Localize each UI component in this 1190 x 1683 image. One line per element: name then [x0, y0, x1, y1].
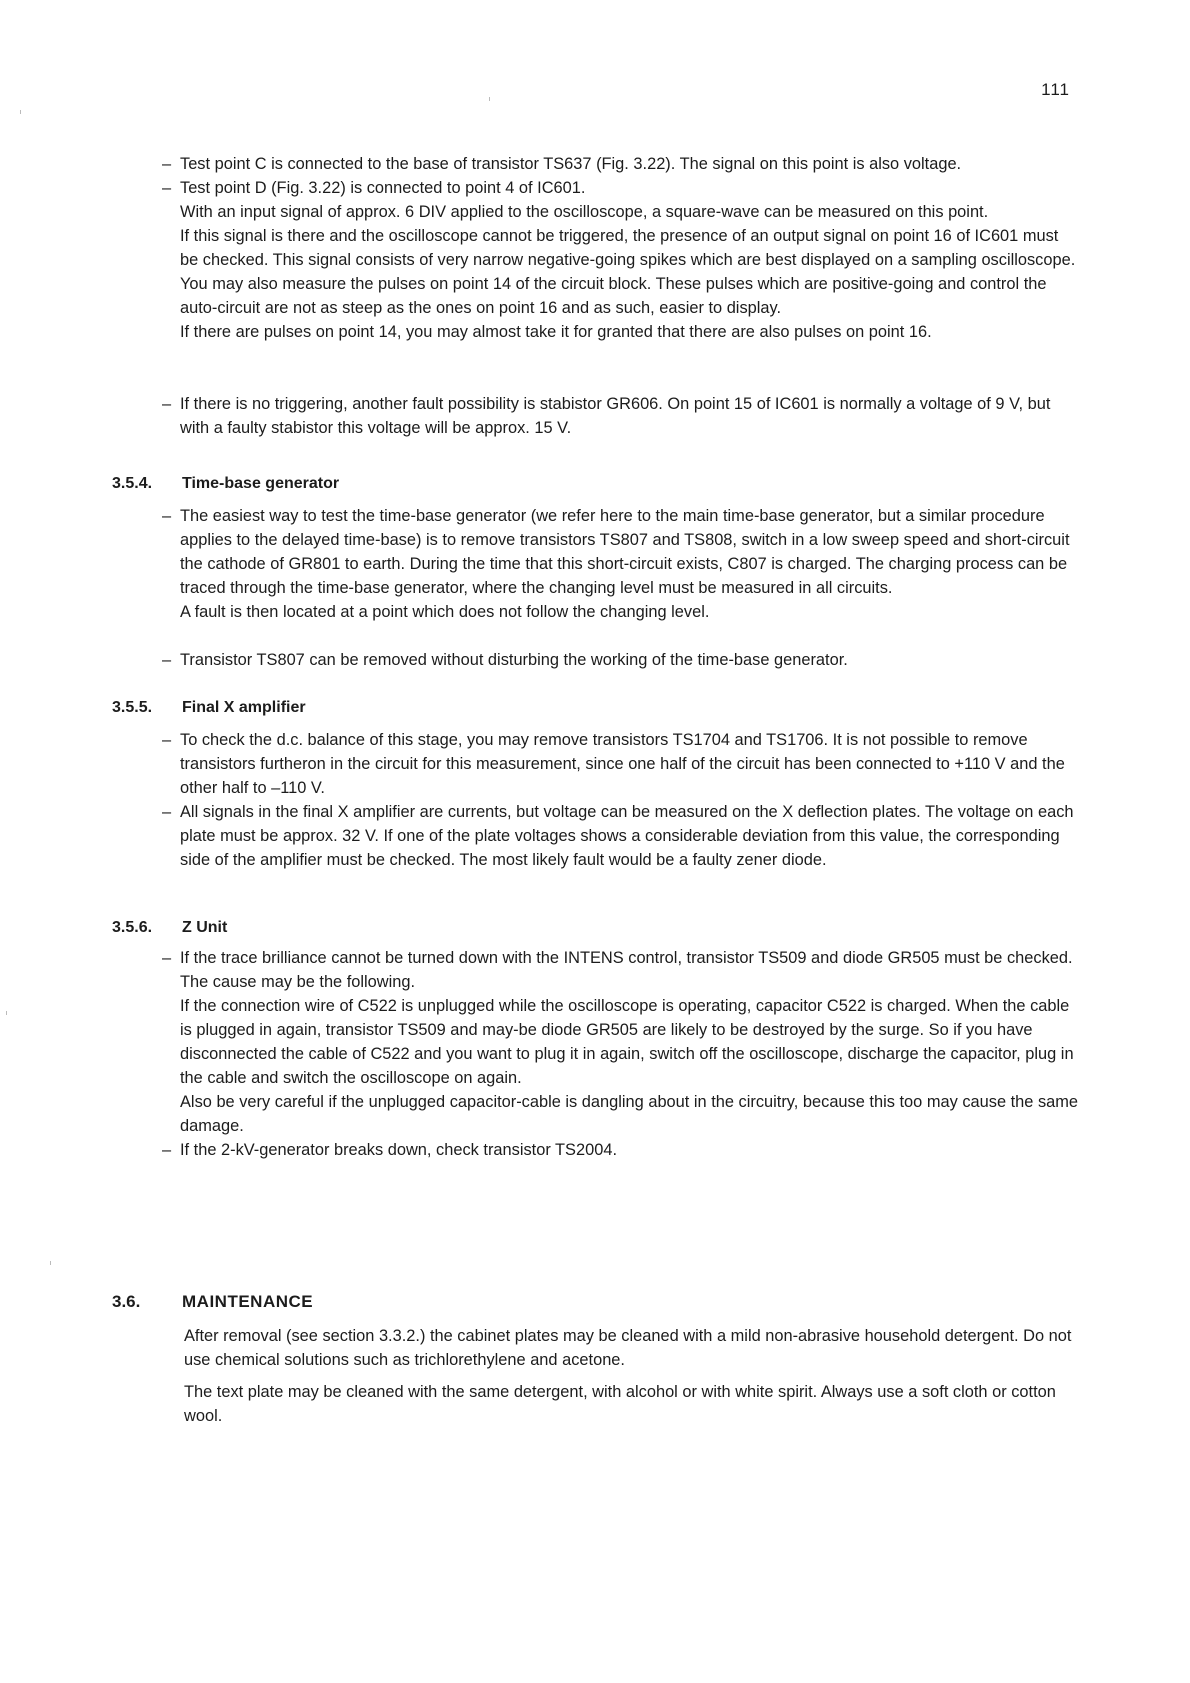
- list-item: [162, 1138, 1080, 1162]
- list-item: [162, 152, 1080, 176]
- item-paragraph: If there are pulses on point 14, you may almost take it for granted that there are also pulses on point 16.: [180, 323, 932, 341]
- item-paragraph: If this signal is there and the oscilloscope cannot be triggered, the presence of an output signal on point 16 of IC601 must be checked. This signal consists of very narrow negative-going spikes which are best displayed on a sampling oscilloscope. You may also measure the pulses on point 14 of the circuit block. These pulses which are positive-going and control the auto-circuit are not as steep as the ones on point 16 and as such, easier to display.: [180, 227, 1076, 317]
- dash: –: [162, 507, 172, 525]
- section-number: 3.5.4.: [112, 475, 153, 492]
- section-title: Time-base generator: [182, 475, 340, 492]
- section-title: Z Unit: [182, 919, 228, 936]
- dash: –: [162, 1141, 172, 1159]
- section-number: 3.5.5.: [112, 699, 153, 716]
- item-paragraph: All signals in the final X amplifier are currents, but voltage can be measured on the X deflection plates. The voltage on each plate must be approx. 32 V. If one of the plate voltages shows a considerable deviation from this value, the corresponding side of the amplifier must be checked. The most likely fault would be a faulty zener diode.: [180, 803, 1074, 869]
- list-item: [162, 504, 1080, 624]
- section-title: MAINTENANCE: [182, 1292, 314, 1311]
- section-number: 3.5.6.: [112, 919, 153, 936]
- dash: –: [162, 731, 172, 749]
- dash: –: [162, 949, 172, 967]
- scan-speck: [6, 1011, 7, 1015]
- section-number: 3.6.: [112, 1292, 141, 1311]
- page-number: 111: [1041, 80, 1070, 99]
- list-item: [162, 946, 1080, 1138]
- dash: –: [162, 155, 172, 173]
- item-paragraph: Also be very careful if the unplugged capacitor-cable is dangling about in the circuitry, because this too may cause the same damage.: [180, 1093, 1079, 1135]
- item-paragraph: Test point D (Fig. 3.22) is connected to point 4 of IC601.: [180, 179, 586, 197]
- item-paragraph: If the trace brilliance cannot be turned down with the INTENS control, transistor TS509 and diode GR505 must be checked. The cause may be the following.: [180, 949, 1073, 991]
- list-item: [162, 392, 1080, 440]
- dash: –: [162, 803, 172, 821]
- body-paragraph: After removal (see section 3.3.2.) the cabinet plates may be cleaned with a mild non-abrasive household detergent. Do not use chemical solutions such as trichlorethylene and acetone.: [184, 1327, 1072, 1369]
- scan-speck: [50, 1261, 51, 1265]
- dash: –: [162, 395, 172, 413]
- item-paragraph: If the connection wire of C522 is unplugged while the oscilloscope is operating, capacitor C522 is charged. When the cable is plugged in again, transistor TS509 and may-be diode GR505 are likely to be destroyed by the surge. So if you have disconnected the cable of C522 and you want to plug it in again, switch off the oscilloscope, discharge the capacitor, plug in the cable and switch the oscilloscope on again.: [180, 997, 1074, 1087]
- item-paragraph: The easiest way to test the time-base generator (we refer here to the main time-base generator, but a similar procedure applies to the delayed time-base) is to remove transistors TS807 and TS808, switch in a low sweep speed and short-circuit the cathode of GR801 to earth. During the time that this short-circuit exists, C807 is charged. The charging process can be traced through the time-base generator, where the changing level must be measured in all circuits.: [180, 507, 1070, 597]
- list-item: [162, 728, 1080, 800]
- scan-speck: [489, 97, 490, 101]
- section-title: Final X amplifier: [182, 699, 306, 716]
- item-paragraph: Test point C is connected to the base of transistor TS637 (Fig. 3.22). The signal on this point is also voltage.: [180, 155, 962, 173]
- dash: –: [162, 651, 172, 669]
- dash: –: [162, 179, 172, 197]
- list-item: [162, 648, 1080, 672]
- list-item: [162, 176, 1080, 344]
- scan-speck: [20, 110, 21, 114]
- item-paragraph: To check the d.c. balance of this stage, you may remove transistors TS1704 and TS1706. It is not possible to remove transistors furtheron in the circuit for this measurement, since one half of the circuit has been connected to +110 V and the other half to –110 V.: [180, 731, 1065, 797]
- list-item: [162, 800, 1080, 872]
- item-paragraph: A fault is then located at a point which does not follow the changing level.: [180, 603, 710, 621]
- body-paragraph: The text plate may be cleaned with the same detergent, with alcohol or with white spirit. Always use a soft cloth or cotton wool.: [184, 1383, 1056, 1425]
- item-paragraph: If there is no triggering, another fault possibility is stabistor GR606. On point 15 of IC601 is normally a voltage of 9 V, but with a faulty stabistor this voltage will be approx. 15 V.: [180, 395, 1051, 437]
- item-paragraph: With an input signal of approx. 6 DIV applied to the oscilloscope, a square-wave can be measured on this point.: [180, 203, 989, 221]
- item-paragraph: Transistor TS807 can be removed without disturbing the working of the time-base generator.: [180, 651, 848, 669]
- item-paragraph: If the 2-kV-generator breaks down, check transistor TS2004.: [180, 1141, 618, 1159]
